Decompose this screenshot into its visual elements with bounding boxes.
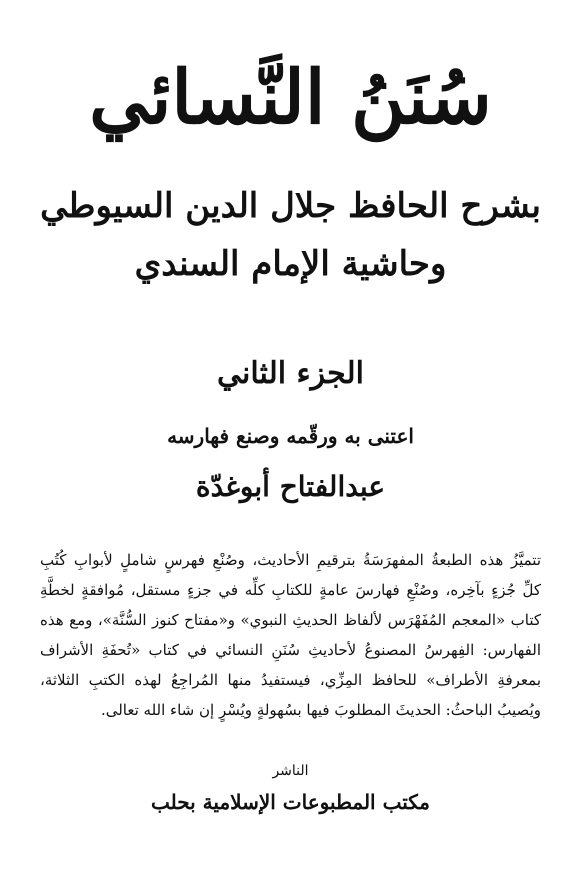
- description-line: بمعرفةِ الأطراف» للحافظ المِزِّي، فيستفيدُ منها المُراجِعُ لهذه الكتبِ الثلاثة،: [40, 671, 541, 689]
- description-line: الفهارس: الفِهرسُ المصنوعُ لأحاديثِ سُنَنِ النسائي في كتاب «تُحفَةِ الأشراف: [40, 641, 541, 659]
- editor-intro: اعتنى به ورقّمه وصنع فهارسه: [167, 424, 414, 448]
- volume-label: الجزء الثاني: [217, 356, 364, 391]
- publisher-label: الناشر: [272, 763, 309, 779]
- description-line: تتميَّزُ هذه الطبعةُ المفهرَسَةُ بترقيمِ الأحاديث، وصُنْعِ فهرسٍ شاملٍ لأبوابِ كُتُبِ: [40, 551, 541, 569]
- description-line: كلِّ جُزءٍ بآخِره، وصُنْعِ فهارسَ عامةٍ للكتابِ كلِّه في جزءٍ مستقل، مُوافقةٍ لخطَّةِ: [40, 581, 541, 599]
- description-line: ويُصيبُ الباحثُ: الحديثَ المطلوبَ فيها بسُهولةٍ ويُسْرٍ إن شاء الله تعالى.: [100, 701, 541, 719]
- book-subtitle: بشرح الحافظ جلال الدين السيوطي: [40, 186, 541, 226]
- book-title: سُنَنُ النَّسائي: [89, 55, 492, 141]
- editor-name: عبدالفتاح أبوغدّة: [195, 470, 386, 503]
- edition-description: [40, 545, 541, 725]
- book-subtitle-2: وحاشية الإمام السندي: [134, 244, 447, 284]
- description-line: كتاب «المعجم المُفَهْرَس لألفاظ الحديثِ النبوي» و«مفتاح كنوز السُّنَّة»، ومع هذه: [40, 611, 541, 629]
- publisher-name: مكتب المطبوعات الإسلامية بحلب: [150, 790, 431, 814]
